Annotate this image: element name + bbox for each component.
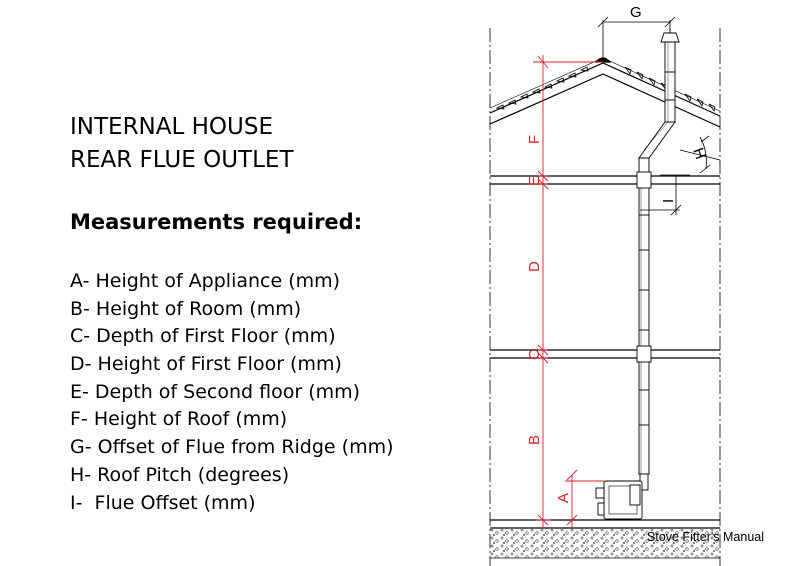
label-d: D xyxy=(526,261,543,272)
title-line-2: REAR FLUE OUTLET xyxy=(70,147,294,173)
measurement-item-h: H- Roof Pitch (degrees) xyxy=(70,463,290,486)
dimension-lines xyxy=(533,55,604,528)
title-line-1: INTERNAL HOUSE xyxy=(70,114,273,140)
measurement-item-f: F- Height of Roof (mm) xyxy=(70,408,288,431)
label-i: I xyxy=(660,198,677,203)
label-e: E xyxy=(526,175,543,186)
measurement-item-i: I- Flue Offset (mm) xyxy=(70,491,256,514)
flue-pipe xyxy=(596,28,679,519)
measurement-item-a: A- Height of Appliance (mm) xyxy=(70,270,341,292)
measurement-item-c: C- Depth of First Floor (mm) xyxy=(70,325,336,348)
credit-text: Stove Fitter's Manual xyxy=(647,530,765,544)
label-g: G xyxy=(630,4,642,21)
label-b: B xyxy=(526,434,543,445)
offset-dimensions xyxy=(598,17,720,215)
label-f: F xyxy=(526,134,543,144)
label-h: H xyxy=(689,145,709,162)
label-a: A xyxy=(555,492,572,503)
measurement-item-b: B- Height of Room (mm) xyxy=(70,297,302,320)
measurement-item-e: E- Depth of Second floor (mm) xyxy=(70,380,361,403)
measurements-heading: Measurements required: xyxy=(70,210,363,234)
roof xyxy=(490,58,720,127)
label-c: C xyxy=(526,349,543,360)
measurement-item-d: D- Height of First Floor (mm) xyxy=(70,353,342,376)
measurement-item-g: G- Offset of Flue from Ridge (mm) xyxy=(70,436,394,459)
second-floor xyxy=(490,176,720,184)
first-floor xyxy=(490,350,720,358)
